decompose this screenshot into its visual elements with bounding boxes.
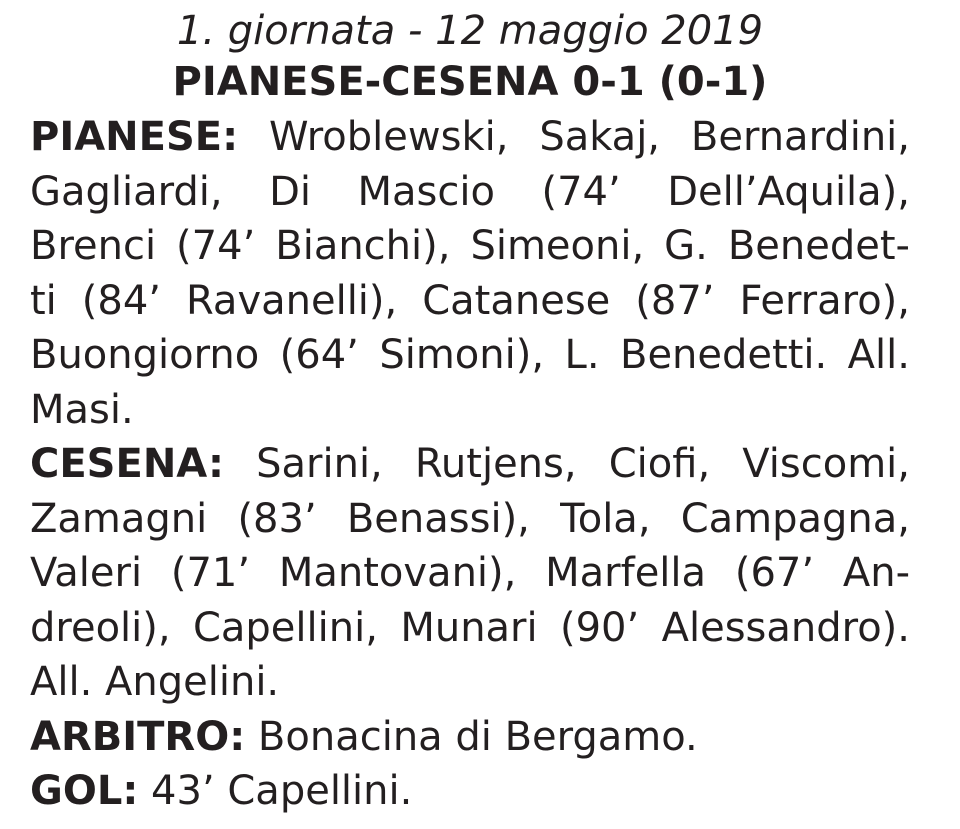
cesena-line-2: Zamagni (83’ Benassi), Tola, Campagna, xyxy=(30,495,910,542)
pianese-line-5: Buongiorno (64’ Simoni), L. Benedetti. All. xyxy=(30,332,910,378)
cesena-line-4: dreoli), Capellini, Munari (90’ Alessandro). xyxy=(30,604,910,651)
pianese-text-1: Wroblewski, Sakaj, Bernardini, xyxy=(238,114,910,160)
cesena-line-3: Valeri (71’ Mantovani), Marfella (67’ An- xyxy=(30,550,910,596)
referee-line xyxy=(30,710,910,765)
pianese-line-4: ti (84’ Ravanelli), Catanese (87’ Ferraro), xyxy=(30,277,910,324)
pianese-lineup xyxy=(30,110,910,437)
pianese-line-2: Gagliardi, Di Mascio (74’ Dell’Aquila), xyxy=(30,168,910,215)
cesena-line-5: All. Angelini. xyxy=(30,659,280,705)
match-report xyxy=(30,8,910,819)
goals-label: GOL: xyxy=(30,768,139,814)
cesena-text-1: Sarini, Rutjens, Ciofi, Viscomi, xyxy=(223,441,910,487)
referee-value: Bonacina di Bergamo. xyxy=(245,713,698,760)
pianese-line-1 xyxy=(30,110,910,165)
cesena-line-1 xyxy=(30,437,910,492)
goals-line xyxy=(30,764,910,819)
pianese-line-3: Brenci (74’ Bianchi), Simeoni, G. Benedet- xyxy=(30,223,910,269)
referee-label: ARBITRO: xyxy=(30,713,246,760)
cesena-label: CESENA: xyxy=(30,441,224,487)
goals-value: 43’ Capellini. xyxy=(138,768,413,814)
matchday-date: 1. giornata - 12 maggio 2019 xyxy=(176,8,764,54)
pianese-line-6: Masi. xyxy=(30,386,134,433)
cesena-lineup xyxy=(30,437,910,710)
pianese-label: PIANESE: xyxy=(30,114,239,160)
match-result: PIANESE-CESENA 0-1 (0-1) xyxy=(172,59,768,105)
